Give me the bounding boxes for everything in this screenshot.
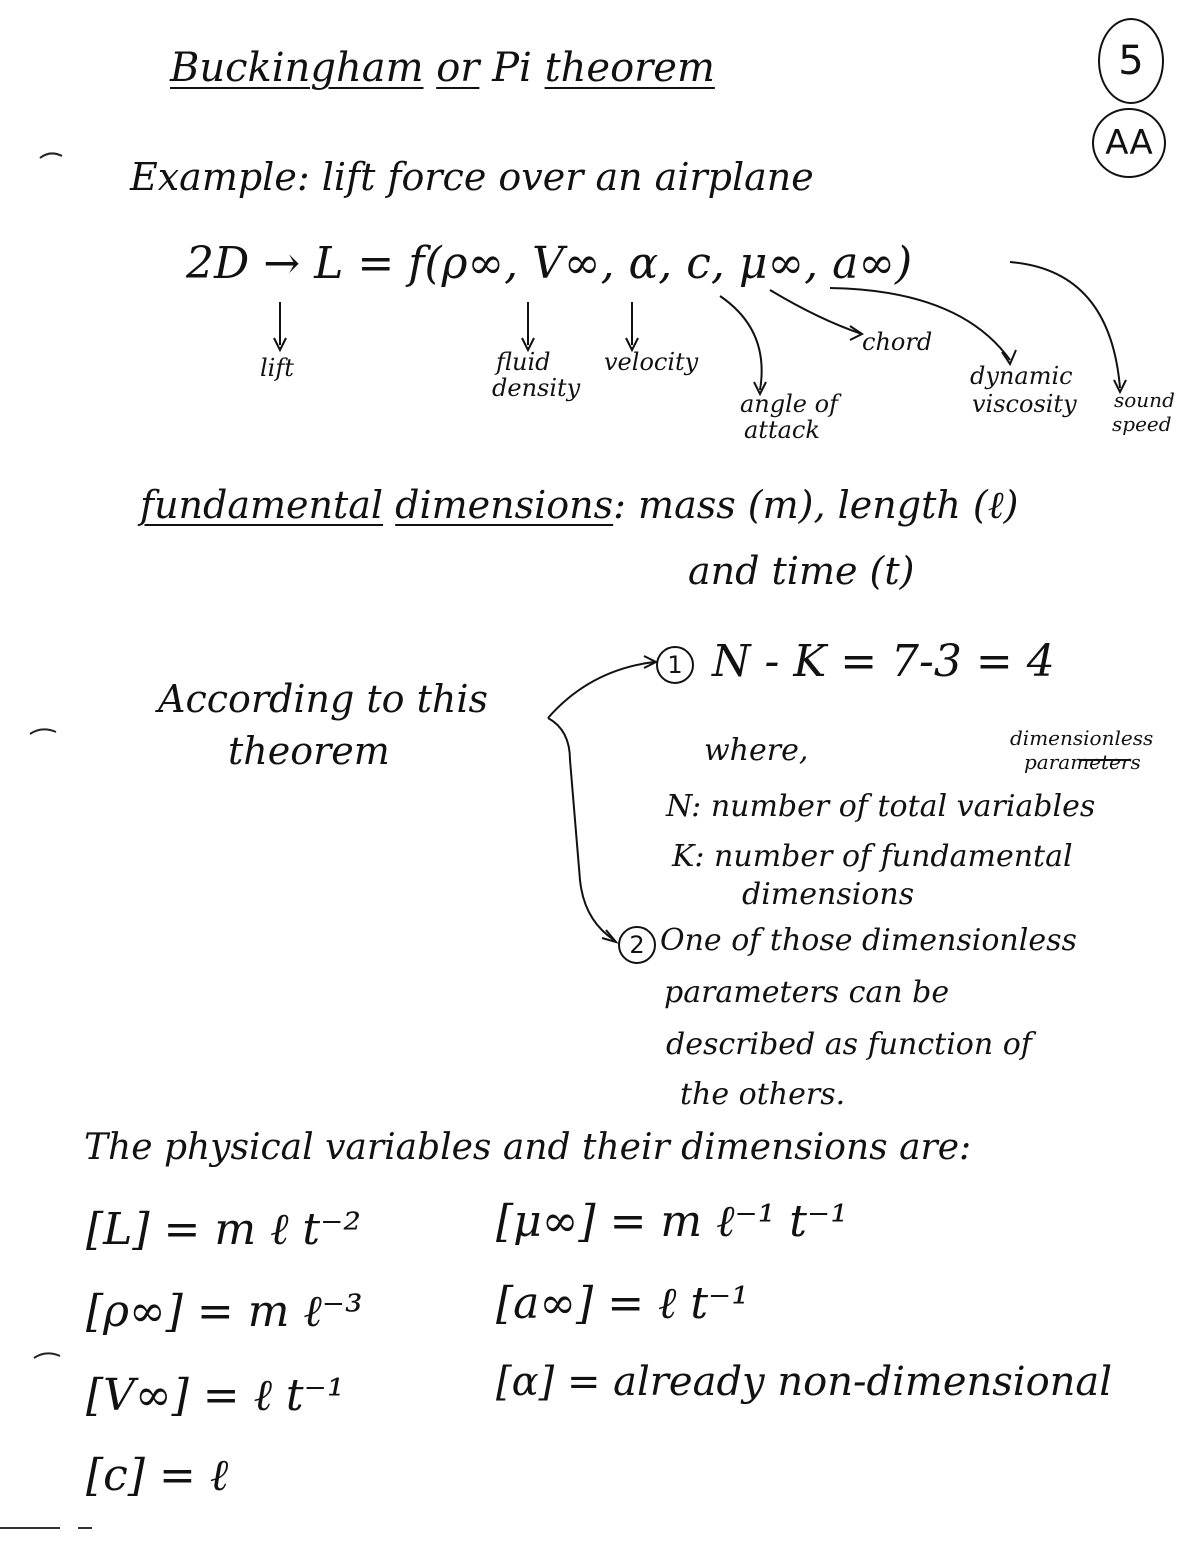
dim-density: [ρ∞] = m ℓ⁻³ xyxy=(86,1286,363,1337)
hole-mark-3 xyxy=(34,1353,60,1358)
dimensions-list: : mass (m), length (ℓ) xyxy=(613,483,1019,527)
dim-viscosity: [μ∞] = m ℓ⁻¹ t⁻¹ xyxy=(496,1196,848,1247)
dim-lift: [L] = m ℓ t⁻² xyxy=(86,1204,361,1255)
item-2-line-1: One of those dimensionless xyxy=(660,923,1077,958)
label-angle-of: angle of xyxy=(740,390,838,418)
physical-variables-heading: The physical variables and their dimensions are: xyxy=(84,1127,972,1168)
label-velocity: velocity xyxy=(604,348,699,376)
dimensions-word: dimensions xyxy=(395,483,614,527)
title-pi: Pi xyxy=(492,45,532,91)
label-fluid: fluid xyxy=(496,348,551,376)
item-2-number: 2 xyxy=(618,926,656,964)
title-or: or xyxy=(436,45,480,91)
item-1-equation: N - K = 7-3 = 4 xyxy=(712,636,1055,687)
lift-equation xyxy=(186,238,913,289)
label-dynamic: dynamic xyxy=(970,362,1073,390)
label-sound: sound xyxy=(1114,388,1175,412)
section-badge: AA xyxy=(1092,108,1166,178)
k-definition-1: K: number of fundamental xyxy=(672,839,1073,874)
arrow-chord xyxy=(770,290,862,334)
dim-angle: [α] = already non-dimensional xyxy=(496,1359,1113,1405)
parameters-label: parameters xyxy=(1024,750,1141,774)
brace-arrow-1 xyxy=(548,662,654,718)
n-definition: N: number of total variables xyxy=(666,789,1096,824)
item-1-number: 1 xyxy=(656,646,694,684)
eq-expression: L = f(ρ∞, V∞, α, c, μ∞, a∞) xyxy=(314,238,913,289)
label-chord: chord xyxy=(862,328,933,356)
fundamental-word: fundamental xyxy=(140,483,384,527)
where-text: where, xyxy=(704,733,809,768)
fundamental-dimensions xyxy=(140,483,1019,527)
title-buckingham: Buckingham xyxy=(170,45,424,91)
dim-velocity: [V∞] = ℓ t⁻¹ xyxy=(86,1370,345,1421)
dim-sound-speed: [a∞] = ℓ t⁻¹ xyxy=(496,1278,749,1329)
eq-prefix: 2D xyxy=(186,238,250,289)
item-2-line-3: described as function of xyxy=(666,1027,1032,1062)
hole-mark-1 xyxy=(40,153,62,158)
label-speed: speed xyxy=(1112,412,1172,436)
page-number-badge: 5 xyxy=(1098,18,1164,104)
label-attack: attack xyxy=(744,416,820,444)
k-definition-2: dimensions xyxy=(742,877,915,912)
item-2-line-2: parameters can be xyxy=(664,975,950,1010)
dimensions-list-cont: and time (t) xyxy=(688,549,915,593)
hole-mark-2 xyxy=(30,729,56,734)
eq-arrow: → xyxy=(263,238,301,289)
theorem-intro-2: theorem xyxy=(228,729,390,773)
label-density: density xyxy=(492,374,581,402)
theorem-intro-1: According to this xyxy=(158,677,489,721)
label-lift: lift xyxy=(260,354,294,382)
example-line: Example: lift force over an airplane xyxy=(130,155,814,199)
dim-chord: [c] = ℓ xyxy=(86,1450,229,1501)
brace-arrow-2 xyxy=(548,718,614,940)
label-viscosity: viscosity xyxy=(972,390,1077,418)
item-2-line-4: the others. xyxy=(680,1077,846,1112)
dimensionless-label: dimensionless xyxy=(1010,726,1154,750)
title-theorem: theorem xyxy=(544,45,715,91)
arrow-angle xyxy=(720,296,762,390)
